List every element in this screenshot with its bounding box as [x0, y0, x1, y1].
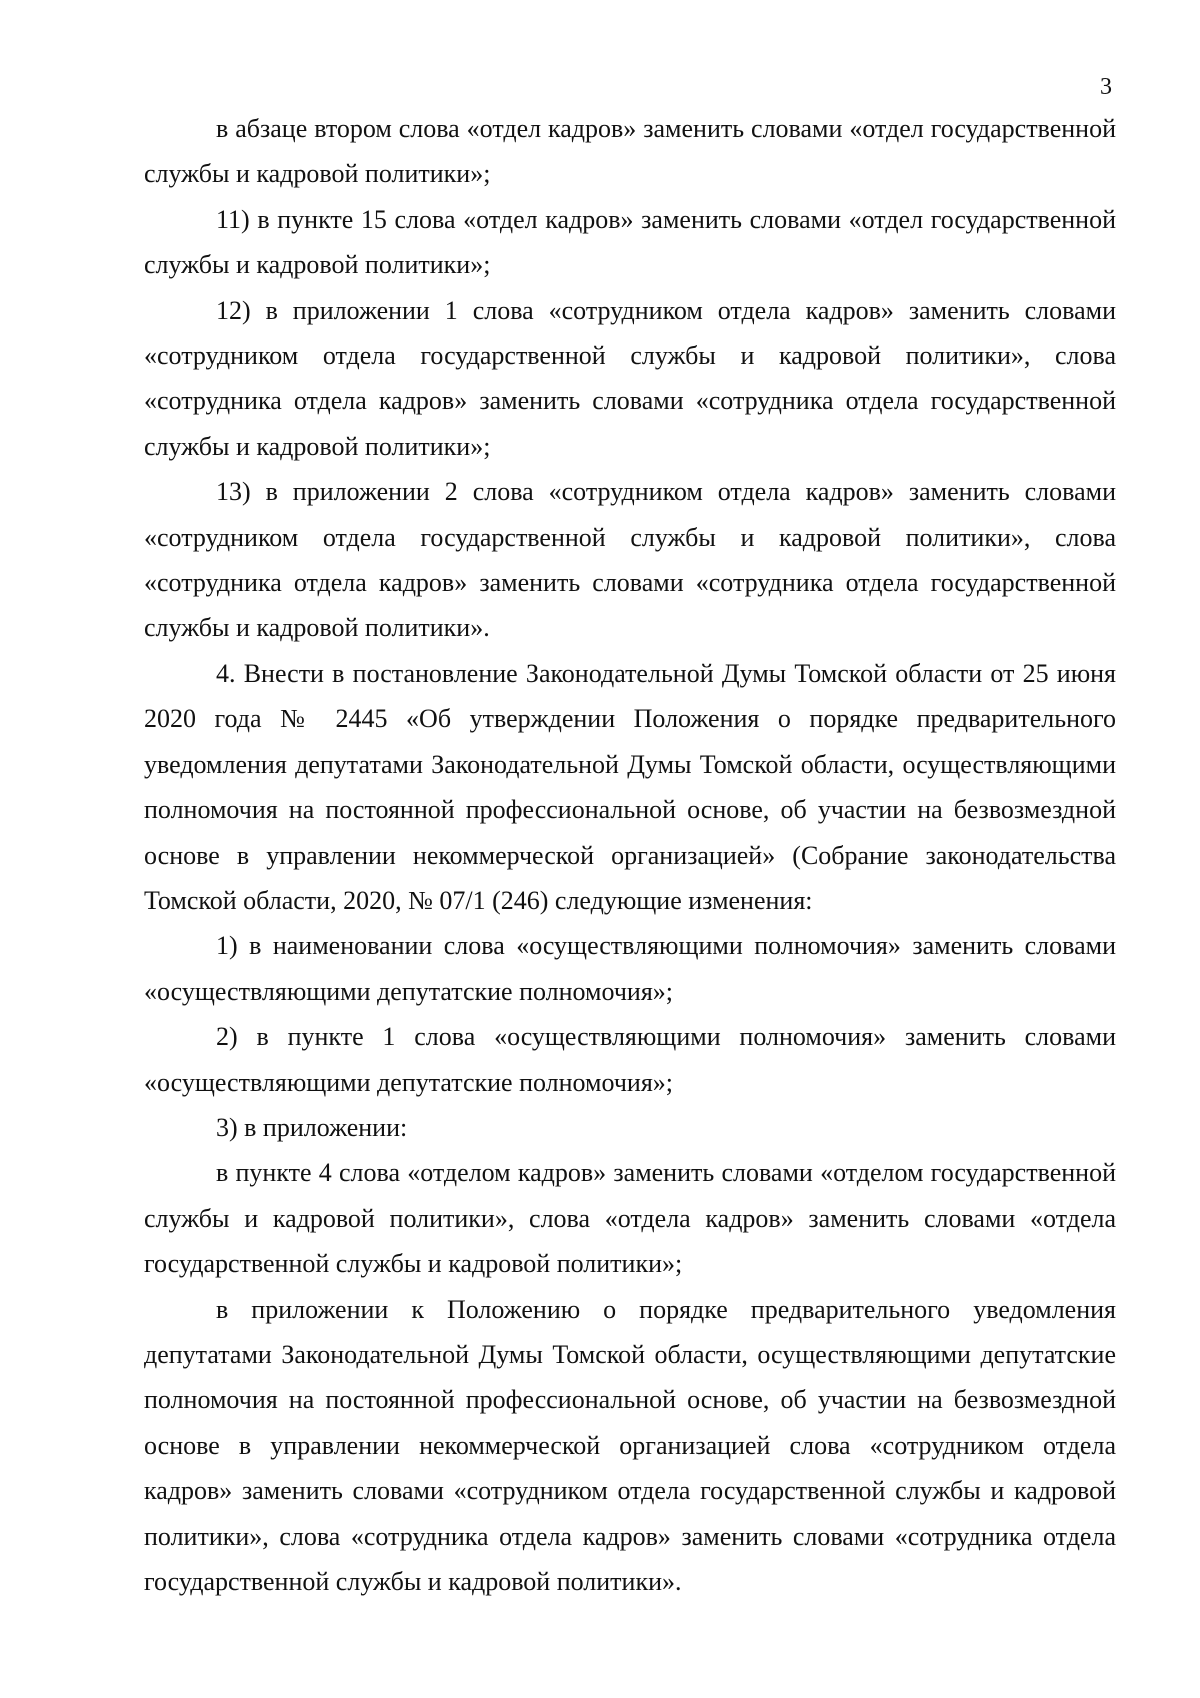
document-body — [144, 106, 1116, 1604]
paragraph-sub-3: 3) в приложении: — [216, 1112, 408, 1142]
paragraph-punkt-4: в пункте 4 слова «отделом кадров» заменить словами «отделом государственной службы и кадровой политики», слова «отдела кадров» заменить словами «отдела государственной службы и кадровой политики»; — [144, 1158, 1116, 1279]
paragraph-sub-1: 1) в наименовании слова «осуществляющими полномочия» заменить словами «осуществляющими депутатские полномочия»; — [144, 931, 1116, 1006]
paragraph-abzac-vtorom: в абзаце втором слова «отдел кадров» заменить словами «отдел государственной службы и кадровой политики»; — [144, 114, 1116, 189]
paragraph-section-4: 4. Внести в постановление Законодательной Думы Томской области от 25 июня 2020 года № 2445 «Об утверждении Положения о порядке предварительного уведомления депутатами Законодательной Думы Томской области, осуществляющими полномочия на постоянной профессиональной основе, об участии на безвозмездной основе в управлении некоммерческой организацией» (Собрание законодательства Томской области, 2020, № 07/1 (246) следующие изменения: — [144, 658, 1116, 915]
paragraph-item-11: 11) в пункте 15 слова «отдел кадров» заменить словами «отдел государственной службы и кадровой политики»; — [144, 204, 1116, 280]
paragraph-item-12: 12) в приложении 1 слова «сотрудником отдела кадров» заменить словами «сотрудником отдела государственной службы и кадровой политики», слова «сотрудника отдела кадров» заменить словами «сотрудника отдела государственной службы и кадровой политики»; — [144, 295, 1116, 461]
paragraph-item-13: 13) в приложении 2 слова «сотрудником отдела кадров» заменить словами «сотрудником отдела государственной службы и кадровой политики», слова «сотрудника отдела кадров» заменить словами «сотрудника отдела государственной службы и кадровой политики». — [144, 477, 1116, 643]
page-number: 3 — [1100, 74, 1112, 100]
paragraph-prilozhenie: в приложении к Положению о порядке предварительного уведомления депутатами Законодательной Думы Томской области, осуществляющими депутатские полномочия на постоянной профессиональной основе, об участии на безвозмездной основе в управлении некоммерческой организацией слова «сотрудником отдела кадров» заменить словами «сотрудником отдела государственной службы и кадровой политики», слова «сотрудника отдела кадров» заменить словами «сотрудника отдела государственной службы и кадровой политики». — [144, 1294, 1116, 1596]
paragraph-sub-2: 2) в пункте 1 слова «осуществляющими полномочия» заменить словами «осуществляющими депутатские полномочия»; — [144, 1022, 1116, 1097]
